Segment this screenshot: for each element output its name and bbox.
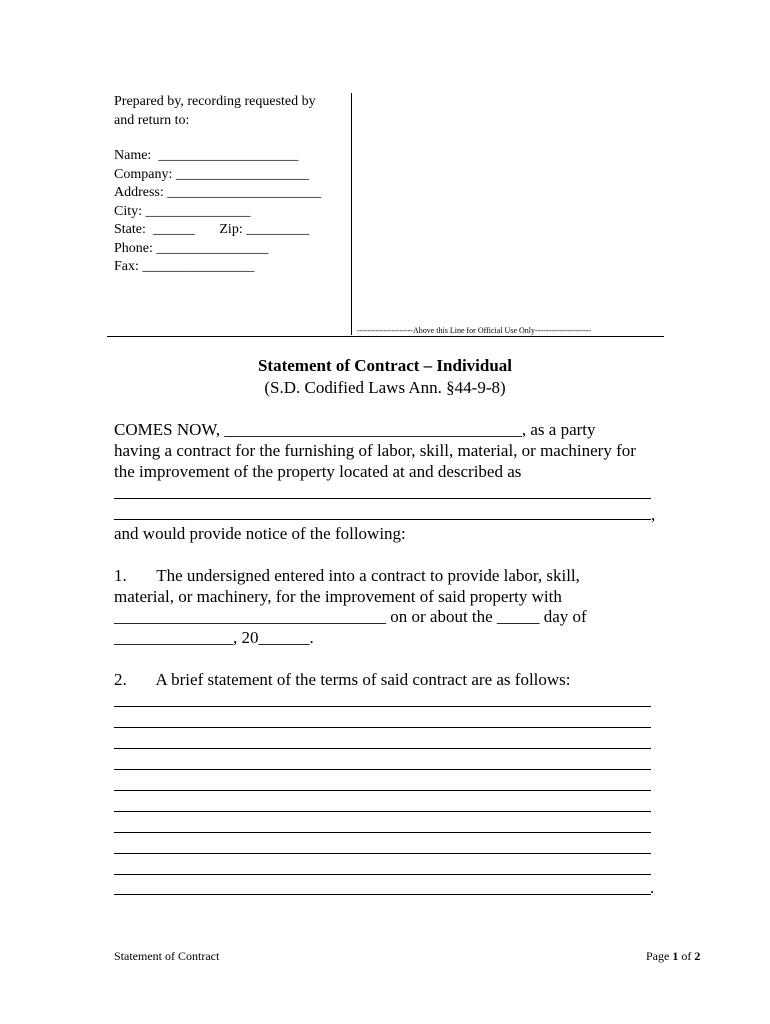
fax-field[interactable]: Fax: ________________ [114, 259, 255, 274]
terms-line[interactable] [114, 769, 651, 770]
property-description-comma: , [651, 505, 656, 524]
item2-line-1: 2. A brief statement of the terms of said contract are as follows: [114, 670, 571, 689]
name-field[interactable]: Name: ____________________ [114, 148, 299, 163]
terms-line[interactable] [114, 832, 651, 833]
item1-line-3: ________________________________ on or about the _____ day of [114, 607, 587, 626]
city-field[interactable]: City: _______________ [114, 204, 251, 219]
item1-line-1: 1. The undersigned entered into a contract to provide labor, skill, [114, 566, 580, 585]
terms-line[interactable] [114, 853, 651, 854]
prepared-by-line2: and return to: [114, 113, 190, 128]
intro-line-3: the improvement of the property located at and described as [114, 462, 522, 481]
property-description-line-2[interactable] [114, 519, 651, 520]
phone-field[interactable]: Phone: ________________ [114, 241, 269, 256]
item1-line-4: ______________, 20______. [114, 628, 314, 647]
document-subtitle: (S.D. Codified Laws Ann. §44-9-8) [264, 378, 506, 397]
document-title: Statement of Contract – Individual [257, 356, 513, 375]
terms-line[interactable] [114, 748, 651, 749]
terms-line[interactable] [114, 790, 651, 791]
address-field[interactable]: Address: ______________________ [114, 185, 322, 200]
footer-title: Statement of Contract [114, 949, 220, 963]
official-use-note: ---------------------Above this Line for Official Use Only--------------------- [357, 326, 591, 335]
terms-line[interactable] [114, 727, 651, 728]
intro-line-1: COMES NOW, ___________________________________, as a party [114, 420, 596, 439]
item1-line-2: material, or machinery, for the improvement of said property with [114, 587, 562, 606]
notice-line: and would provide notice of the following: [114, 524, 406, 543]
terms-line[interactable] [114, 811, 651, 812]
header-divider-horizontal [107, 336, 664, 337]
page-number: Page 1 of 2 [646, 949, 701, 963]
prepared-by-line1: Prepared by, recording requested by [114, 94, 316, 109]
company-field[interactable]: Company: ___________________ [114, 167, 309, 182]
terms-line[interactable] [114, 894, 651, 895]
property-description-line-1[interactable] [114, 498, 651, 499]
terms-line[interactable] [114, 706, 651, 707]
intro-line-2: having a contract for the furnishing of labor, skill, material, or machinery for [114, 441, 636, 460]
header-divider-vertical [351, 93, 352, 335]
state-zip-field[interactable]: State: ______ Zip: _________ [114, 222, 310, 237]
terms-line[interactable] [114, 874, 651, 875]
terms-period: . [650, 878, 655, 897]
